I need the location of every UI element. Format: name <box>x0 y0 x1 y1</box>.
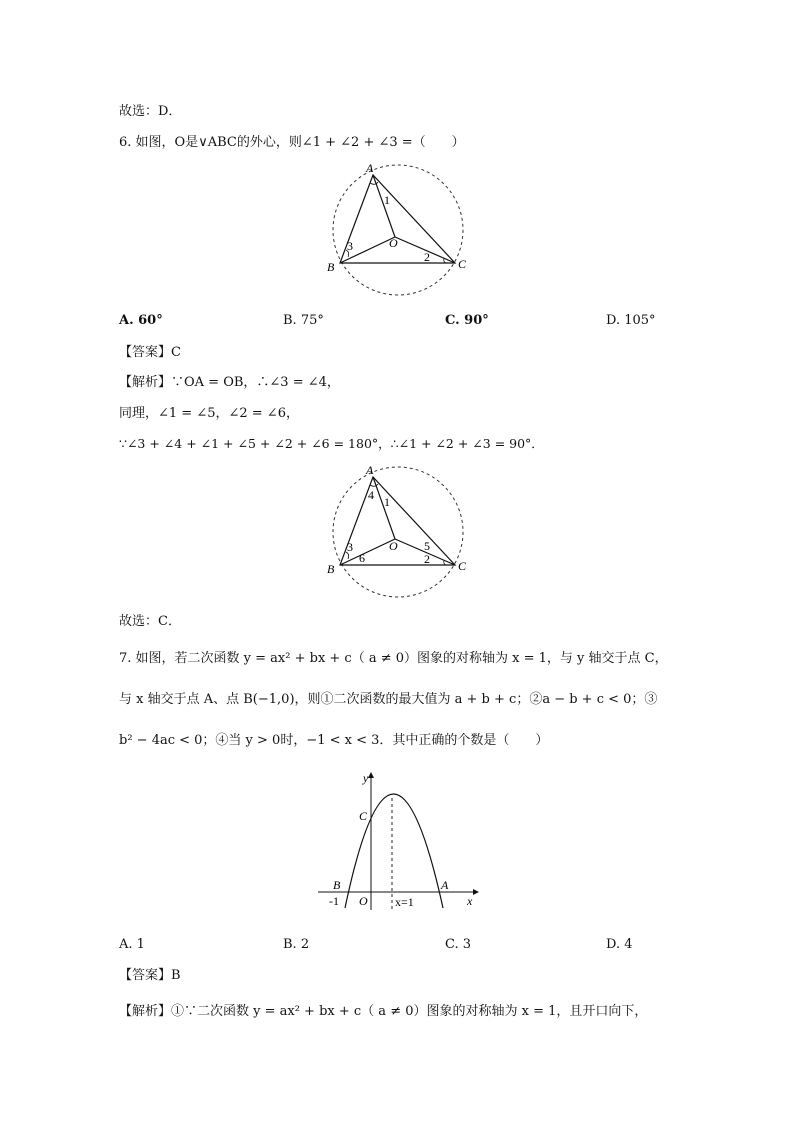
label-c: C <box>458 257 467 271</box>
q6-analysis-3: ∵∠3 + ∠4 + ∠1 + ∠5 + ∠2 + ∠6 = 180°，∴∠1 + ∠2 + ∠3 = 90°． <box>119 436 544 451</box>
svg-text:B: B <box>333 878 341 892</box>
svg-text:C: C <box>458 559 467 573</box>
q7-option-b: B. 2 <box>283 937 310 952</box>
label-a: A <box>366 161 374 175</box>
label-o: O <box>389 236 398 250</box>
q6-answer: 【答案】C <box>119 345 181 360</box>
q6-option-a: A. 60° <box>119 313 163 328</box>
svg-text:A: A <box>441 878 449 892</box>
previous-answer: 故选：D． <box>119 104 182 119</box>
angle-3-label: 3 <box>347 239 353 253</box>
svg-text:4: 4 <box>368 488 374 502</box>
q6-analysis-2: 同理，∠1 = ∠5，∠2 = ∠6， <box>119 406 299 421</box>
svg-text:A: A <box>366 463 374 477</box>
q6-analysis-1: 【解析】∵OA = OB，∴∠3 = ∠4， <box>119 375 340 390</box>
q7-parabola-graph <box>315 770 485 920</box>
q6-stem: 6. 如图，O是∨ABC的外心，则∠1 + ∠2 + ∠3 =（ ） <box>119 135 465 150</box>
q7-analysis-1: 【解析】①∵二次函数 y = ax² + bx + c（ a ≠ 0）图象的对称轴为 x = 1，且开口向下， <box>119 1004 648 1019</box>
q7-option-a: A. 1 <box>119 937 145 952</box>
q7-option-d: D. 4 <box>606 937 633 952</box>
q7-stem-1: 7. 如图，若二次函数 y = ax² + bx + c（ a ≠ 0）图象的对称轴为 x = 1，与 y 轴交于点 C， <box>119 651 668 666</box>
svg-text:C: C <box>359 809 368 823</box>
svg-text:3: 3 <box>347 540 353 554</box>
svg-text:-1: -1 <box>329 894 339 908</box>
svg-text:x: x <box>467 894 473 908</box>
q7-stem-3: b² − 4ac < 0；④当 y > 0时，−1 < x < 3．其中正确的个数是（ ） <box>119 733 549 748</box>
angle-2-label: 2 <box>424 250 430 264</box>
label-b: B <box>327 260 335 274</box>
q6-option-c: C. 90° <box>445 313 489 328</box>
svg-text:y: y <box>363 771 369 785</box>
q6-option-b: B. 75° <box>283 313 324 328</box>
svg-text:5: 5 <box>424 539 430 553</box>
q7-stem-2: 与 x 轴交于点 A、点 B(−1,0)，则①二次函数的最大值为 a + b + c；②a − b + c < 0；③ <box>119 692 658 707</box>
svg-text:6: 6 <box>359 551 365 565</box>
svg-text:x=1: x=1 <box>395 895 414 909</box>
q7-answer: 【答案】B <box>119 968 181 983</box>
q6-option-d: D. 105° <box>606 313 656 328</box>
q6-final: 故选：C． <box>119 614 181 629</box>
svg-text:O: O <box>389 539 398 553</box>
angle-1-label: 1 <box>384 193 390 207</box>
q7-option-c: C. 3 <box>445 937 472 952</box>
svg-text:O: O <box>359 894 368 908</box>
svg-text:1: 1 <box>384 495 390 509</box>
svg-text:B: B <box>327 562 335 576</box>
q6-analysis-figure <box>327 462 470 602</box>
svg-text:2: 2 <box>424 552 430 566</box>
q6-figure <box>327 160 470 300</box>
